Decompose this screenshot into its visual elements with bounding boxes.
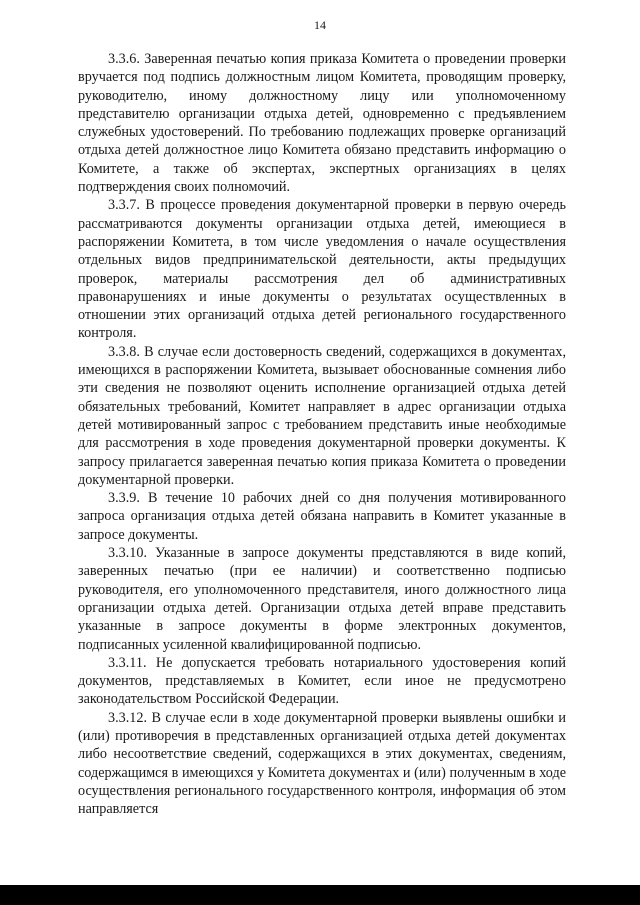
paragraph-3-3-10: 3.3.10. Указанные в запросе документы представляются в виде копий, заверенных печатью (при ее наличии) и соответственно подписью руководителя, его уполномоченного представителя, иного должностного лица организации отдыха детей. Организации отдыха детей вправе представить указанные в запросе документы в форме электронных документов, подписанных усиленной квалифицированной подписью. [78, 545, 566, 653]
paragraph-3-3-8: 3.3.8. В случае если достоверность сведений, содержащихся в документах, имеющихся в распоряжении Комитета, вызывает обоснованные сомнения либо эти сведения не позволяют оценить исполнение организацией отдыха детей обязательных требований, Комитет направляет в адрес организации отдыха детей мотивированный запрос с требованием представить иные необходимые для рассмотрения в ходе проведения документарной проверки документы. К запросу прилагается заверенная печатью копия приказа Комитета о проведении документарной проверки. [78, 343, 566, 488]
paragraph-3-3-6: 3.3.6. Заверенная печатью копия приказа Комитета о проведении проверки вручается под подпись должностным лицом Комитета, проводящим проверку, руководителю, иному должностному лицу или уполномоченному представителю организации отдыха детей, одновременно с предъявлением служебных удостоверений. По требованию подлежащих проверке организаций отдыха детей должностное лицо Комитета обязано представить информацию о Комитете, а также об экспертах, экспертных организациях в целях подтверждения своих полномочий. [78, 51, 566, 196]
page-number: 14 [314, 18, 326, 32]
paragraph-3-3-7: 3.3.7. В процессе проведения документарной проверки в первую очередь рассматриваются документы организации отдыха детей, имеющиеся в распоряжении Комитета, в том числе уведомления о начале осуществления отдельных видов предпринимательской деятельности, акты предыдущих проверок, материалы рассмотрения дел об административных правонарушениях и иные документы о результатах осуществленных в отношении этих организаций отдыха детей регионального государственного контроля. [78, 197, 566, 342]
document-body [78, 50, 566, 818]
paragraph-3-3-11: 3.3.11. Не допускается требовать нотариального удостоверения копий документов, представляемых в Комитет, если иное не предусмотрено законодательством Российской Федерации. [78, 654, 566, 708]
paragraph-3-3-9: 3.3.9. В течение 10 рабочих дней со дня получения мотивированного запроса организация отдыха детей обязана направить в Комитет указанные в запросе документы. [78, 490, 566, 543]
paragraph-3-3-12: 3.3.12. В случае если в ходе документарной проверки выявлены ошибки и (или) противоречия в представленных организацией отдыха детей документах либо несоответствие сведений, содержащихся в этих документах, сведениям, содержащимся в имеющихся у Комитета документах и (или) полученным в ходе осуществления регионального государственного контроля, информация об этом направляется [78, 709, 566, 818]
scan-bottom-edge [0, 885, 640, 905]
